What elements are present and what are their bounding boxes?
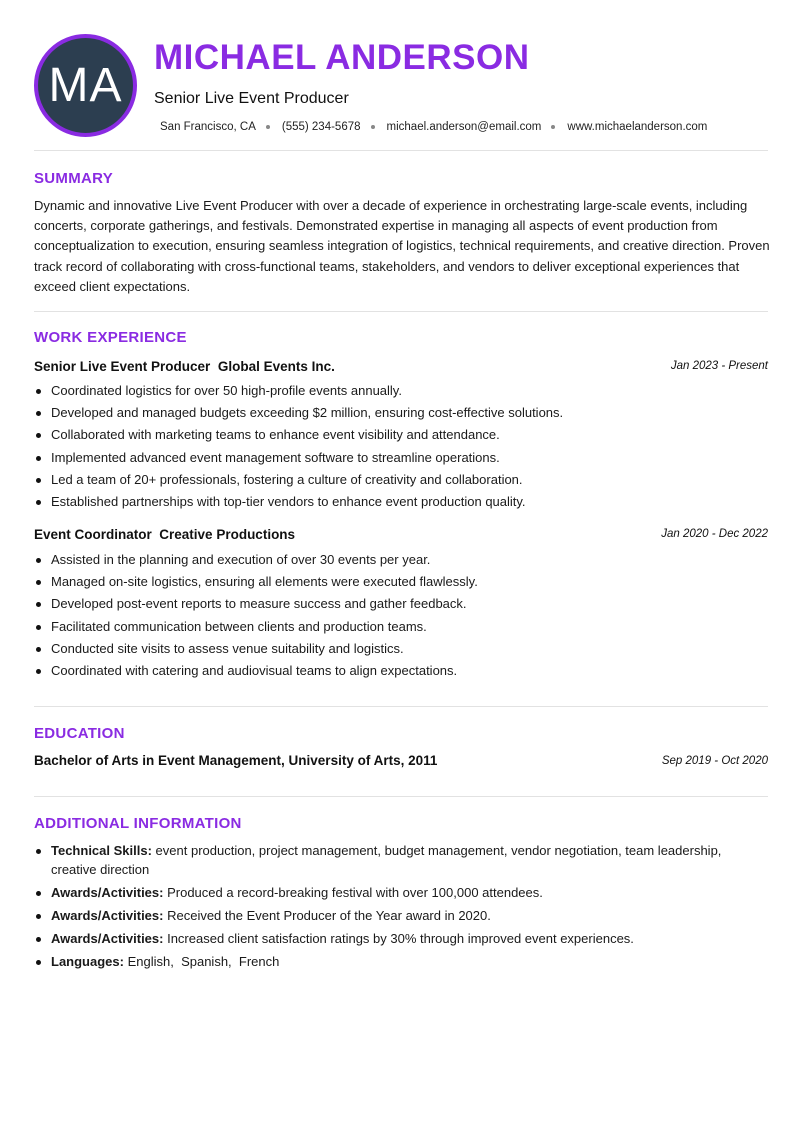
resume-header: [34, 34, 768, 138]
additional-info-list: [51, 842, 751, 976]
item-text: Produced a record-breaking festival with over 100,000 attendees.: [167, 884, 543, 900]
item-label: Awards/Activities:: [51, 907, 164, 923]
job-company: Creative Productions: [159, 527, 296, 542]
job-dates: Jan 2020 - Dec 2022: [661, 528, 768, 540]
list-item: Developed post-event reports to measure success and gather feedback.: [51, 593, 771, 615]
item-text: English, Spanish, French: [127, 953, 280, 969]
list-item: [51, 930, 751, 949]
avatar: [34, 34, 137, 137]
contact-email: michael.anderson@email.com: [386, 121, 542, 133]
list-item: Facilitated communication between clients and production teams.: [51, 616, 771, 638]
list-item: [51, 884, 751, 903]
summary-text: Dynamic and innovative Live Event Producer with over a decade of experience in orchestrating large-scale events, including concerts, corporate gatherings, and festivals. Demonstrated expertise in managing all aspects of event production from conceptualization to execution, ensuring seamless integration of logistics, technical requirements, and creative direction. Proven track record of collaborating with cross-functional teams, stakeholders, and vendors to deliver exceptional experiences that exceed client expectations.: [34, 198, 770, 294]
contact-phone: (555) 234-5678: [281, 121, 361, 133]
dot-separator: [371, 125, 375, 129]
section-divider: [34, 311, 768, 312]
list-item: Coordinated logistics for over 50 high-profile events annually.: [51, 380, 771, 402]
list-item: Led a team of 20+ professionals, fostering a culture of creativity and collaboration.: [51, 469, 771, 491]
summary-heading: SUMMARY: [34, 170, 114, 187]
item-label: Technical Skills:: [51, 843, 152, 858]
job-title-company: [34, 527, 295, 542]
list-item: Conducted site visits to assess venue suitability and logistics.: [51, 638, 771, 660]
education-heading: EDUCATION: [34, 725, 125, 742]
job-role: Senior Live Event Producer: [34, 359, 211, 374]
dot-separator: [551, 125, 555, 129]
job-role: Event Coordinator: [34, 527, 152, 542]
section-divider: [34, 796, 768, 797]
job-header: [34, 359, 768, 377]
list-item: [51, 842, 751, 879]
job-dates: Jan 2023 - Present: [670, 360, 768, 372]
list-item: Assisted in the planning and execution of over 30 events per year.: [51, 549, 771, 571]
list-item: Established partnerships with top-tier vendors to enhance event production quality.: [51, 491, 771, 513]
list-item: [51, 953, 751, 972]
contact-row: [160, 121, 707, 133]
list-item: Collaborated with marketing teams to enhance event visibility and attendance.: [51, 424, 771, 446]
education-dates: Sep 2019 - Oct 2020: [661, 755, 768, 767]
work-experience-heading: WORK EXPERIENCE: [34, 329, 187, 346]
job-bullets: [51, 549, 771, 682]
list-item: Coordinated with catering and audiovisual teams to align expectations.: [51, 660, 771, 682]
item-text: Received the Event Producer of the Year award in 2020.: [167, 907, 491, 923]
candidate-title: Senior Live Event Producer: [154, 90, 349, 107]
section-divider: [34, 706, 768, 707]
item-label: Awards/Activities:: [51, 884, 164, 900]
list-item: Implemented advanced event management software to streamline operations.: [51, 447, 771, 469]
additional-info-heading: ADDITIONAL INFORMATION: [34, 815, 242, 832]
contact-location: San Francisco, CA: [160, 121, 256, 133]
item-label: Awards/Activities:: [51, 930, 164, 946]
list-item: [51, 907, 751, 926]
item-text: Increased client satisfaction ratings by 30% through improved event experiences.: [167, 930, 634, 946]
contact-website: www.michaelanderson.com: [567, 121, 708, 133]
avatar-initials: MA: [48, 59, 123, 112]
section-divider: [34, 150, 768, 151]
item-text: event production, project management, budget management, vendor negotiation, team leadership, creative direction: [51, 843, 722, 877]
list-item: Managed on-site logistics, ensuring all elements were executed flawlessly.: [51, 571, 771, 593]
dot-separator: [266, 125, 270, 129]
candidate-name: MICHAEL ANDERSON: [154, 38, 530, 77]
job-company: Global Events Inc.: [217, 359, 335, 374]
job-header: [34, 527, 768, 545]
item-label: Languages:: [51, 953, 124, 969]
job-bullets: [51, 380, 771, 513]
job-title-company: [34, 359, 335, 374]
education-entry: [34, 753, 768, 771]
education-degree: Bachelor of Arts in Event Management, University of Arts, 2011: [34, 753, 438, 768]
list-item: Developed and managed budgets exceeding $2 million, ensuring cost-effective solutions.: [51, 402, 771, 424]
